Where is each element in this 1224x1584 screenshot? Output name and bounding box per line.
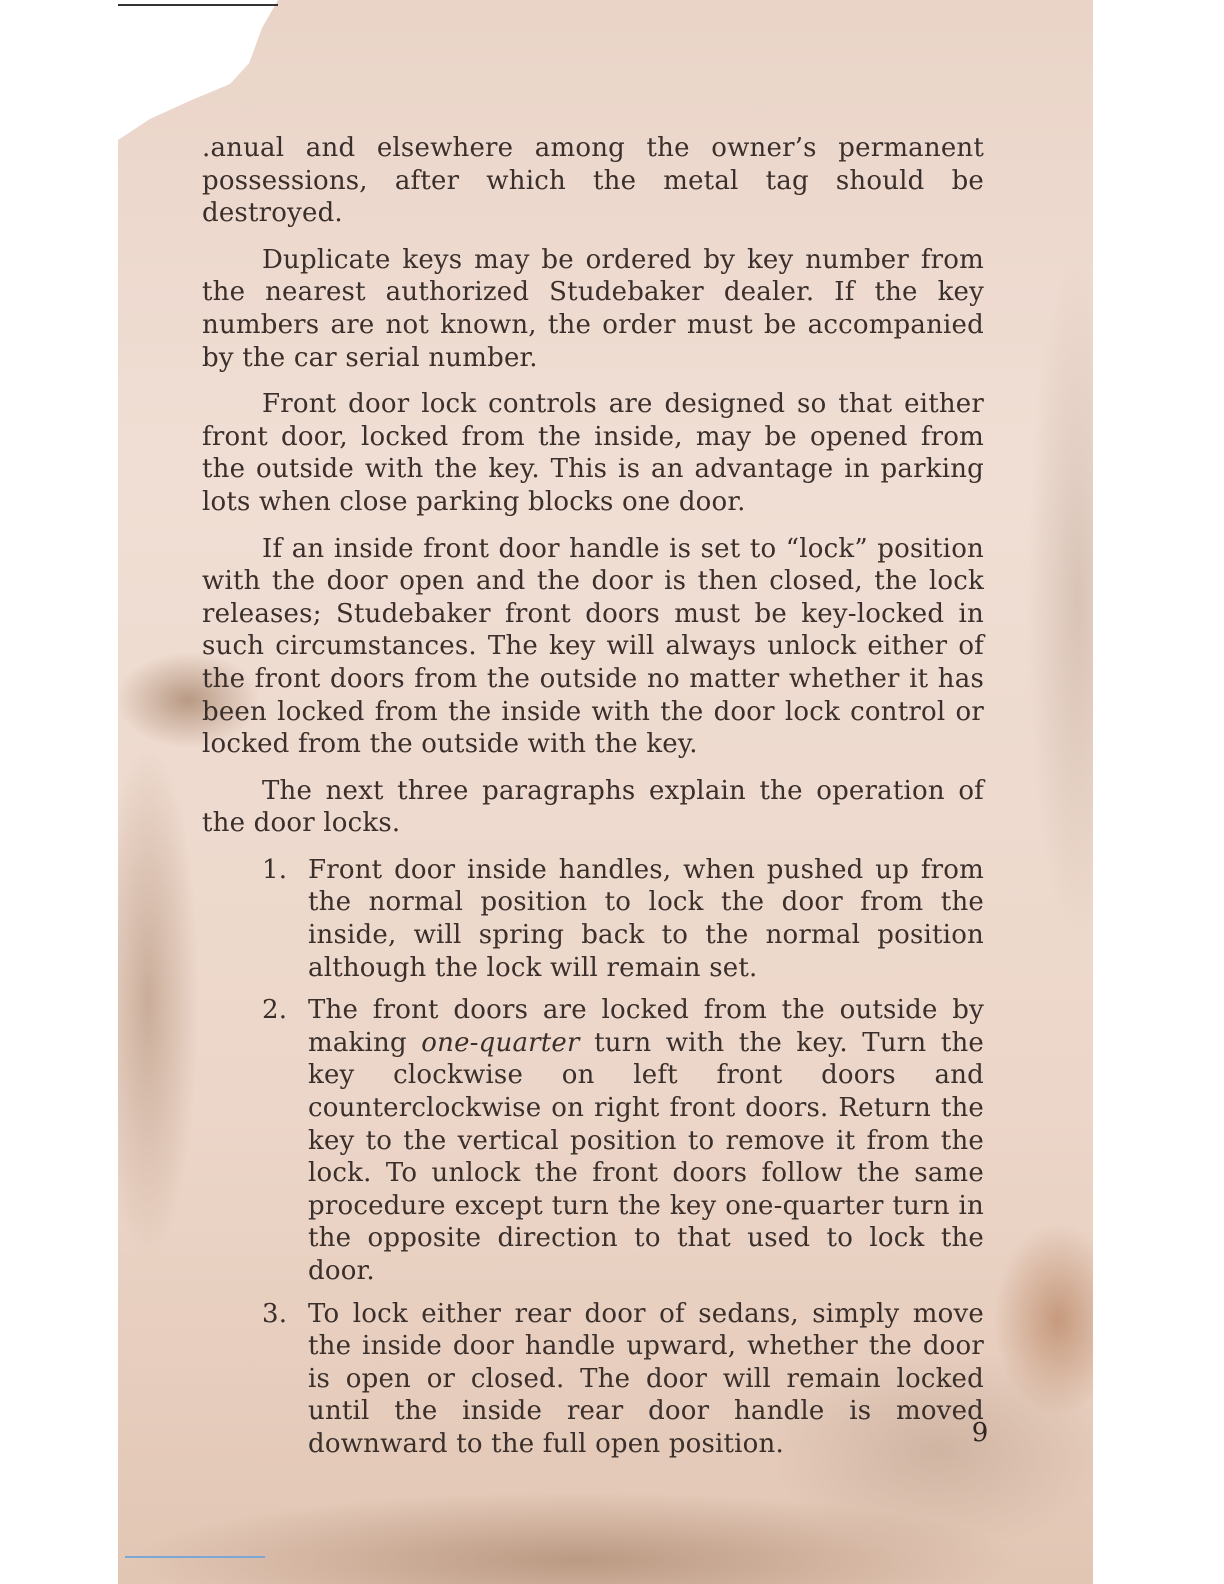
emphasis-text: one-quarter	[421, 1027, 580, 1058]
paragraph-1: .anual and elsewhere among the owner’s permanent possessions, after which the metal tag should be destroyed.	[202, 133, 984, 229]
list-number: 1.	[262, 854, 288, 885]
list-item	[262, 854, 984, 984]
list-item	[262, 1298, 984, 1461]
list-item	[262, 994, 984, 1287]
paragraph-4: If an inside front door handle is set to “lock” position with the door open and the door is then closed, the lock releases; Studebaker front doors must be key-locked in such circumstances. The key will always unlock either of the front doors from the outside no matter whether it has been locked from the inside with the door lock control or locked from the outside with the key.	[202, 533, 984, 760]
paragraph-2: Duplicate keys may be ordered by key number from the nearest authorized Studebaker dealer. If the key numbers are not known, the order must be accompanied by the car serial number.	[202, 244, 984, 373]
body-text	[202, 132, 984, 1471]
scan-edge-line	[118, 4, 278, 6]
list-item-text-start: The front doors are locked from the outside by making	[308, 995, 984, 1058]
list-number: 3.	[262, 1298, 288, 1329]
paragraph-5: The next three paragraphs explain the operation of the door locks.	[202, 775, 984, 839]
list-item-text: Front door inside handles, when pushed up from the normal position to lock the door from the inside, will spring back to the normal position although the lock will remain set.	[308, 854, 984, 983]
numbered-list	[262, 854, 984, 1461]
scan-edge-line-bottom	[125, 1556, 265, 1558]
list-item-text-end: turn with the key. Turn the key clockwise on left front doors and counterclockwise on right front doors. Return the key to the vertical position to remove it from the lock. To unlock the front doors follow the same procedure except turn the key one-quarter turn in the opposite direction to that used to lock the door.	[308, 1027, 984, 1286]
paragraph-3: Front door lock controls are designed so that either front door, locked from the inside, may be opened from the outside with the key. This is an advantage in parking lots when close parking blocks one door.	[202, 389, 984, 517]
list-item-text: To lock either rear door of sedans, simply move the inside door handle upward, whether the door is open or closed. The door will remain locked until the inside rear door handle is moved downward to the full open position.	[308, 1298, 984, 1459]
page-number: 9	[971, 1418, 989, 1448]
list-number: 2.	[262, 995, 288, 1026]
